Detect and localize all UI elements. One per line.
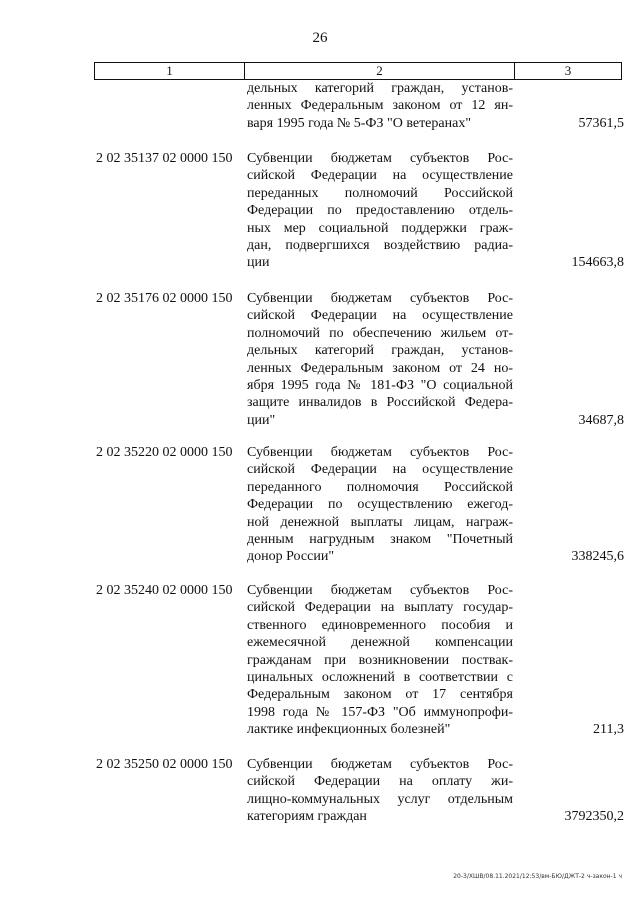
description-line: ной денежной выплаты лицам, награж- <box>247 514 513 530</box>
footer-stamp: 20-3/ХШВ/08.11.2021/12:53/вм-БЮ/ДЖТ-2 ч-закон-1 ч <box>453 873 622 880</box>
description-line: ленных Федеральным законом от 12 ян- <box>247 98 513 114</box>
description-line: лищно-коммунальных услуг отдельным <box>247 791 513 807</box>
row-amount: 211,3 <box>593 722 624 738</box>
description-line: цинальных осложнений в соответствии с <box>247 670 513 686</box>
row-amount: 3792350,2 <box>564 809 624 825</box>
description-line: Федерации по предоставлению отдель- <box>247 203 513 219</box>
description-line: сийской Федерации на осуществление <box>247 308 513 324</box>
description-line: 1998 года № 157-ФЗ "Об иммунопрофи- <box>247 704 513 720</box>
row-code: 2 02 35220 02 0000 150 <box>96 445 233 460</box>
description-line: Субвенции бюджетам субъектов Рос- <box>247 291 513 306</box>
description-line: переданного полномочия Российской <box>247 479 513 495</box>
description-line: защите инвалидов в Российской Федера- <box>247 395 513 411</box>
description-line: денным нагрудным знаком "Почетный <box>247 532 513 548</box>
description-line: ции <box>247 255 270 271</box>
description-line: категориям граждан <box>247 809 367 825</box>
description-line: Субвенции бюджетам субъектов Рос- <box>247 757 513 772</box>
row-amount: 34687,8 <box>578 412 624 428</box>
description-line: дельных категорий граждан, установ- <box>247 343 513 359</box>
description-line: сийской Федерации на выплату государ- <box>247 600 513 616</box>
description-line: ных мер социальной поддержки граж- <box>247 220 513 236</box>
description-line: Субвенции бюджетам субъектов Рос- <box>247 445 513 460</box>
description-line: донор России" <box>247 549 335 565</box>
header-col-1: 1 <box>95 63 245 79</box>
row-description <box>247 150 513 272</box>
row-code: 2 02 35250 02 0000 150 <box>96 757 233 772</box>
row-description <box>247 582 513 739</box>
row-description <box>247 290 513 429</box>
table-header <box>94 62 622 80</box>
description-line: дан, подвергшихся воздействию радиа- <box>247 238 513 254</box>
row-description <box>247 444 513 566</box>
description-line: варя 1995 года № 5-ФЗ "О ветеранах" <box>247 115 472 131</box>
row-amount: 57361,5 <box>578 115 624 131</box>
description-line: лактике инфекционных болезней" <box>247 722 451 738</box>
description-line: полномочий по обеспечению жильем от- <box>247 325 513 341</box>
row-amount: 154663,8 <box>571 255 624 271</box>
description-line: ственного единовременного пособия и <box>247 617 513 633</box>
description-line: Федерации по осуществлению ежегод- <box>247 497 513 513</box>
description-line: ября 1995 года № 181-ФЗ "О социальной <box>247 378 513 394</box>
description-line: ции" <box>247 412 276 428</box>
row-code: 2 02 35240 02 0000 150 <box>96 583 233 598</box>
row-description <box>247 756 513 826</box>
row-code: 2 02 35137 02 0000 150 <box>96 151 233 166</box>
header-col-3: 3 <box>564 63 572 78</box>
page-number: 26 <box>312 30 328 46</box>
row-code: 2 02 35176 02 0000 150 <box>96 291 233 306</box>
description-line: ленных Федеральным законом от 24 но- <box>247 360 513 376</box>
description-line: переданных полномочий Российской <box>247 185 513 201</box>
description-line: Федеральным законом от 17 сентября <box>247 687 513 703</box>
description-line: ежемесячной денежной компенсации <box>247 635 513 651</box>
header-col-2: 2 <box>245 63 515 79</box>
row-description <box>247 80 513 132</box>
description-line: сийской Федерации на осуществление <box>247 462 513 478</box>
row-amount: 338245,6 <box>571 549 624 565</box>
description-line: дельных категорий граждан, установ- <box>247 81 513 96</box>
description-line: сийской Федерации на осуществление <box>247 168 513 184</box>
description-line: гражданам при возникновении поствак- <box>247 652 513 668</box>
description-line: сийской Федерации на оплату жи- <box>247 774 513 790</box>
description-line: Субвенции бюджетам субъектов Рос- <box>247 151 513 166</box>
description-line: Субвенции бюджетам субъектов Рос- <box>247 583 513 598</box>
